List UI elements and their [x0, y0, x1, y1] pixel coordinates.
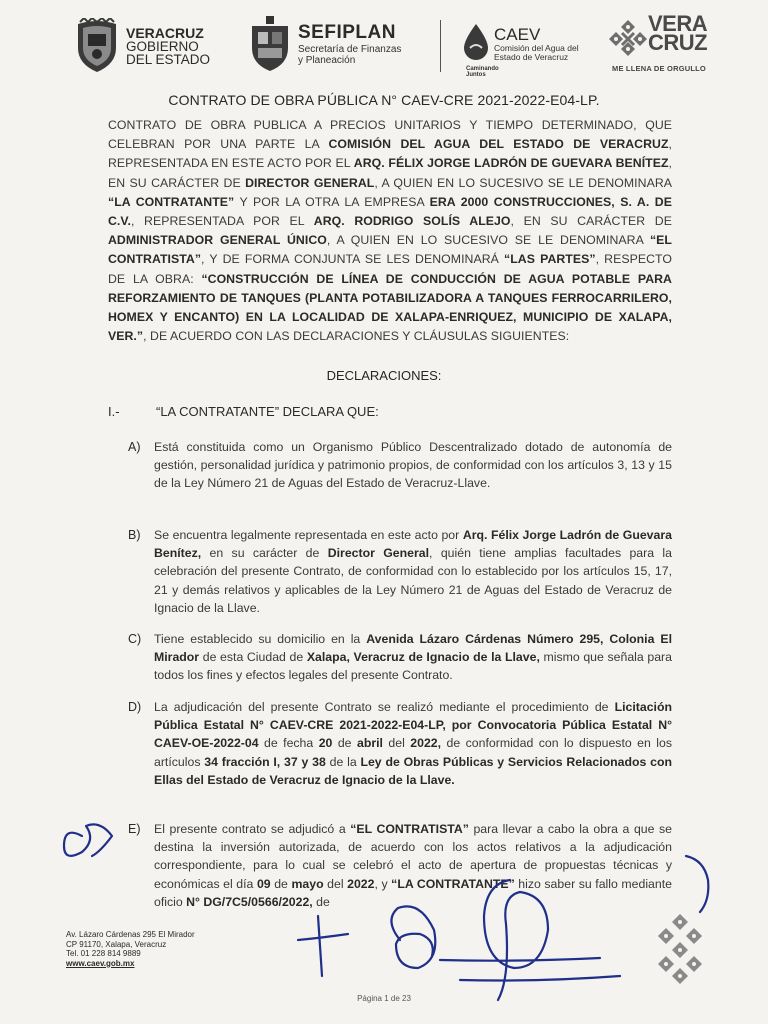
preamble-bold: ARQ. RODRIGO SOLÍS ALEJO: [313, 214, 511, 229]
caev-line2: Estado de Veracruz: [494, 52, 569, 62]
preamble-text: , EN SU CARÁCTER DE: [510, 214, 672, 229]
declaration-item-a: [128, 438, 672, 493]
sefiplan-logo: [248, 16, 401, 72]
preamble-bold: DIRECTOR GENERAL: [245, 175, 375, 190]
preamble-bold: ERA 2000 CONSTRUCCIONES, S. A. DE C.V.: [108, 194, 672, 229]
veracruz-slogan: ME LLENA DE ORGULLO: [612, 64, 706, 73]
footer-phone: Tel. 01 228 814 9889: [66, 949, 141, 959]
preamble-bold: “LAS PARTES”: [504, 252, 596, 267]
item-label: D): [128, 700, 142, 714]
declaration-item-c: [128, 630, 672, 685]
preamble-text: CONTRATO DE OBRA PUBLICA A PRECIOS UNITARIOS Y TIEMPO DETERMINADO, QUE CELEBRAN POR UNA PARTE LA: [108, 118, 672, 152]
preamble-bold: “EL CONTRATISTA”: [108, 233, 672, 267]
caev-logo: [462, 22, 579, 78]
signature-circle: [391, 906, 435, 968]
margin-right-signature: [686, 856, 708, 912]
page-number: Página 1 de 23: [357, 994, 411, 1003]
item-label: E): [128, 822, 141, 836]
item-text: Está constituida como un Organismo Público Descentralizado dotado de autonomía de gestión, personalidad jurídica y patrimonio propios, de conformidad con los artículos 3, 13 y 15 de la Ley Número 21 de Aguas del Estado de Veracruz-Llave.: [154, 440, 672, 491]
declaration-item-d: [128, 698, 672, 789]
item-text: La adjudicación del presente Contrato se realizó mediante el procedimiento de Licitación Pública Estatal N° CAEV-CRE 2021-2022-E04-LP, por Convocatoria Pública Estatal N° CAEV-OE-2022-04 de fecha 20 de abril del 2022, de conformidad con lo dispuesto en los artículos 34 fracción I, 37 y 38 de la Ley de Obras Públicas y Servicios Relacionados con Ellas del Estado de Veracruz de Ignacio de la Llave.: [154, 700, 673, 787]
gob-line3: DEL ESTADO: [126, 51, 211, 67]
veracruz-stamp-icon: [650, 910, 710, 986]
gobierno-veracruz-logo: [74, 18, 210, 74]
caev-name: CAEV: [494, 24, 541, 44]
contract-preamble: [108, 116, 672, 346]
preamble-bold: “LA CONTRATANTE”: [108, 194, 235, 209]
water-drop-icon: [462, 22, 490, 66]
sefiplan-line1: Secretaría de Finanzas: [298, 44, 402, 55]
item-label: C): [128, 632, 142, 646]
item-text: Tiene establecido su domicilio en la Avenida Lázaro Cárdenas Número 295, Colonia El Mirador de esta Ciudad de Xalapa, Veracruz de Ignacio de la Llave, mismo que señala para todos los fines y efectos legales del presente Contrato.: [154, 632, 672, 683]
preamble-text: , A QUIEN EN LO SUCESIVO SE LE DENOMINARA: [374, 175, 672, 190]
logo-divider: [440, 20, 441, 72]
veracruz-knot-icon: [608, 18, 648, 58]
signature-mark-plus: [298, 916, 348, 976]
caev-tagline: Caminando Juntos: [466, 66, 499, 78]
preamble-text: Y POR LA OTRA LA EMPRESA: [234, 194, 430, 209]
gob-line2: GOBIERNO: [126, 38, 199, 54]
footer-address: [66, 930, 195, 968]
preamble-text: , EN SU CARÁCTER DE: [108, 156, 672, 190]
state-coat-of-arms-icon: [74, 18, 120, 74]
preamble-text: , REPRESENTADA POR EL: [131, 214, 314, 229]
margin-initial-signature: [64, 824, 112, 856]
sefiplan-name: SEFIPLAN: [298, 22, 396, 43]
item-label: B): [128, 528, 141, 542]
contract-title: CONTRATO DE OBRA PÚBLICA N° CAEV-CRE 2021-2022-E04-LP.: [168, 92, 600, 108]
sefiplan-line2: y Planeación: [298, 55, 356, 66]
section-number: I.-: [108, 404, 120, 419]
preamble-bold: ADMINISTRADOR GENERAL ÚNICO: [108, 233, 327, 248]
declaration-item-b: [128, 526, 672, 617]
declaration-item-e: [128, 820, 672, 911]
declaraciones-heading: DECLARACIONES:: [326, 368, 442, 383]
item-text: Se encuentra legalmente representada en este acto por Arq. Félix Jorge Ladrón de Guevara Benítez, en su carácter de Director General, quién tiene amplias facultades para la celebración del presente Contrato, de conformidad con lo establecido por los artículos 15, 17, 21 y demás relativos y aplicables de la Ley Número 21 de Aguas del Estado de Veracruz de Ignacio de la Llave.: [154, 528, 672, 615]
preamble-bold: “CONSTRUCCIÓN DE LÍNEA DE CONDUCCIÓN DE AGUA POTABLE PARA REFORZAMIENTO DE TANQUES (PLANTA POTABILIZADORA A TANQUES FERROCARRILERO, HOMEX Y ENCANTO) EN LA LOCALIDAD DE XALAPA-ENRIQUEZ, MUNICIPIO DE XALAPA, VER.”: [108, 271, 672, 344]
preamble-text: , DE ACUERDO CON LAS DECLARACIONES Y CLÁUSULAS SIGUIENTES:: [143, 329, 570, 344]
veracruz-line2: CRUZ: [648, 30, 708, 55]
item-text: El presente contrato se adjudicó a “EL CONTRATISTA” para llevar a cabo la obra a que se destina la inversión autorizada, de acuerdo con los actos relativos a la adjudicación correspondiente, para lo cual se celebró el acto de apertura de propuestas técnicas y económicas el día 09 de mayo del 2022, y “LA CONTRATANTE” hizo saber su fallo mediante oficio N° DG/7C5/0566/2022, de: [154, 822, 673, 909]
preamble-text: , RESPECTO DE LA OBRA:: [108, 252, 672, 286]
item-label: A): [128, 440, 141, 454]
preamble-text: , Y DE FORMA CONJUNTA SE LES DENOMINARÁ: [201, 252, 505, 267]
footer-city: CP 91170, Xalapa, Veracruz: [66, 939, 167, 949]
gob-line1: VERACRUZ: [126, 24, 204, 41]
caev-line1: Comisión del Agua del: [494, 42, 579, 53]
preamble-text: , A QUIEN EN LO SUCESIVO SE LE DENOMINARA: [326, 233, 650, 248]
footer-street: Av. Lázaro Cárdenas 295 El Mirador: [66, 930, 195, 939]
sefiplan-shield-icon: [248, 16, 292, 72]
preamble-bold: ARQ. FÉLIX JORGE LADRÓN DE GUEVARA BENÍTEZ: [353, 156, 669, 171]
footer-website-link[interactable]: www.caev.gob.mx: [66, 958, 135, 968]
preamble-text: , REPRESENTADA EN ESTE ACTO POR EL: [108, 137, 672, 171]
letterhead: [0, 11, 768, 84]
preamble-bold: COMISIÓN DEL AGUA DEL ESTADO DE VERACRUZ: [328, 137, 669, 152]
veracruz-line1: VERA: [648, 11, 708, 36]
section-heading: “LA CONTRATANTE” DECLARA QUE:: [156, 404, 379, 419]
